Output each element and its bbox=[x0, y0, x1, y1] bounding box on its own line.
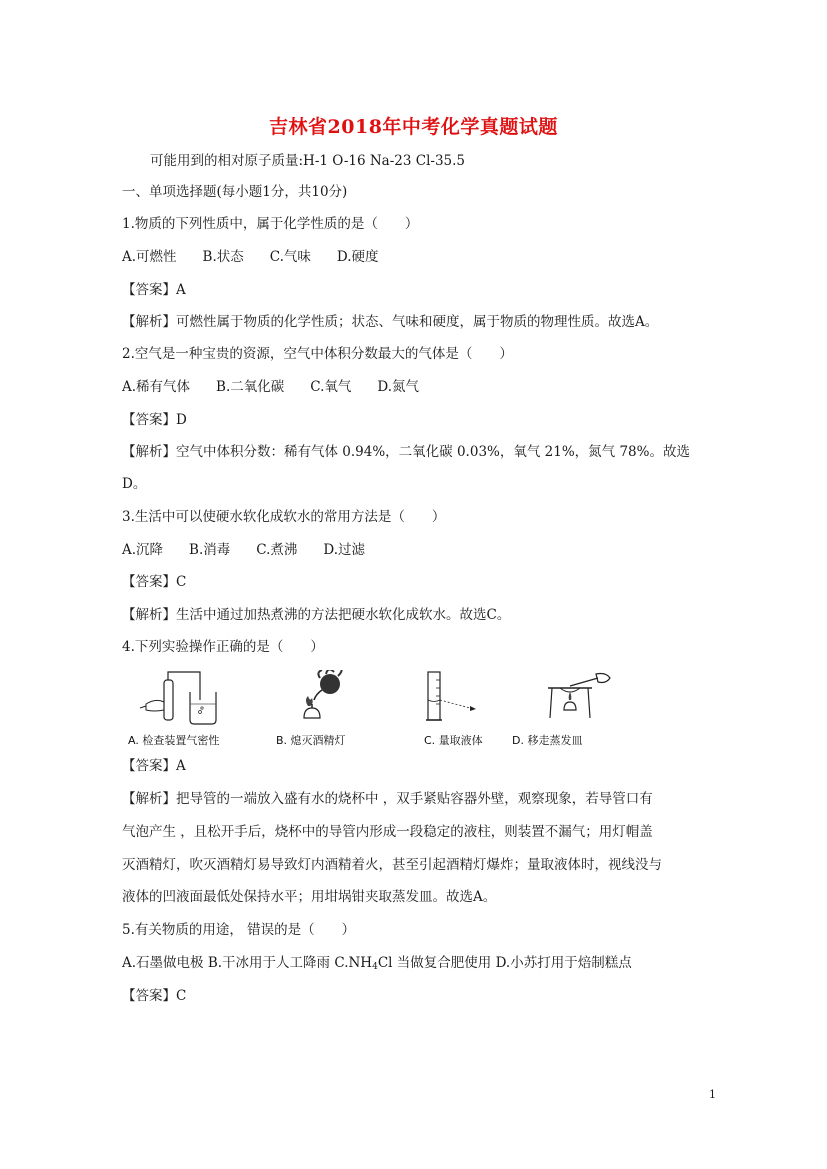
caption-d: D. 移走蒸发皿 bbox=[512, 734, 583, 747]
q1-stem: 1.物质的下列性质中，属于化学性质的是（ ） bbox=[122, 216, 419, 232]
q5-answer: 【答案】C bbox=[122, 988, 187, 1004]
q3-analysis: 【解析】生活中通过加热煮沸的方法把硬水软化成软水。故选C。 bbox=[122, 607, 511, 623]
q5-stem: 5.有关物质的用途， 错误的是（ ） bbox=[122, 922, 356, 938]
q1-option-a: A.可燃性 bbox=[122, 249, 177, 265]
q4-stem: 4.下列实验操作正确的是（ ） bbox=[122, 639, 324, 655]
q5-options bbox=[122, 953, 632, 977]
q1-option-b: B.状态 bbox=[202, 249, 244, 265]
q5-option-a: A.石墨做电极 bbox=[122, 955, 204, 971]
q4-analysis-line3: 灭酒精灯，吹灭酒精灯易导致灯内酒精着火，甚至引起酒精灯爆炸；量取液体时，视线没与 bbox=[122, 857, 662, 873]
figure-evaporating-dish bbox=[542, 670, 622, 732]
figure-airtightness-check bbox=[132, 670, 242, 732]
q3-option-a: A.沉降 bbox=[122, 542, 164, 558]
q2-option-b: B.二氧化碳 bbox=[216, 379, 285, 395]
q1-option-d: D.硬度 bbox=[336, 249, 379, 265]
caption-c: C. 量取液体 bbox=[424, 734, 483, 747]
q4-figures bbox=[122, 670, 622, 750]
section-heading: 一、单项选择题(每小题1分，共10分) bbox=[122, 184, 348, 200]
figure-alcohol-lamp bbox=[290, 670, 360, 732]
q2-stem: 2.空气是一种宝贵的资源，空气中体积分数最大的气体是（ ） bbox=[122, 346, 513, 362]
q4-analysis-line1: 【解析】把导管的一端放入盛有水的烧杯中 ，双手紧贴容器外壁，观察现象，若导管口有 bbox=[122, 791, 653, 807]
q2-option-a: A.稀有气体 bbox=[122, 379, 191, 395]
q2-answer: 【答案】D bbox=[122, 412, 187, 428]
q2-options bbox=[122, 377, 419, 397]
page-number: 1 bbox=[709, 1088, 716, 1101]
q3-options bbox=[122, 540, 365, 560]
q5-option-b: B.干冰用于人工降雨 bbox=[207, 955, 331, 971]
q3-option-d: D.过滤 bbox=[323, 542, 366, 558]
q2-option-d: D.氮气 bbox=[377, 379, 420, 395]
q3-option-b: B.消毒 bbox=[189, 542, 231, 558]
caption-b: B. 熄灭酒精灯 bbox=[276, 734, 346, 747]
caption-a: A. 检查装置气密性 bbox=[128, 734, 220, 747]
figure-measuring-cylinder bbox=[418, 670, 488, 732]
q4-answer: 【答案】A bbox=[122, 758, 186, 774]
q1-options bbox=[122, 247, 379, 267]
q2-analysis-line1: 【解析】空气中体积分数：稀有气体 0.94%，二氧化碳 0.03%，氧气 21%，氮气 78%。故选 bbox=[122, 444, 690, 460]
q1-answer: 【答案】A bbox=[122, 282, 186, 298]
q4-analysis-line2: 气泡产生 ，且松开手后，烧杯中的导管内形成一段稳定的液柱，则装置不漏气；用灯帽盖 bbox=[122, 824, 653, 840]
q4-analysis-line4: 液体的凹液面最低处保持水平；用坩埚钳夹取蒸发皿。故选A。 bbox=[122, 889, 497, 905]
q1-analysis: 【解析】可燃性属于物质的化学性质；状态、气味和硬度，属于物质的物理性质。故选A。 bbox=[122, 314, 659, 330]
q3-stem: 3.生活中可以使硬水软化成软水的常用方法是（ ） bbox=[122, 509, 446, 525]
atomic-mass-note: 可能用到的相对原子质量:H-1 O-16 Na-23 Cl-35.5 bbox=[150, 153, 466, 169]
q2-option-c: C.氧气 bbox=[310, 379, 352, 395]
q3-option-c: C.煮沸 bbox=[256, 542, 298, 558]
q1-option-c: C.气味 bbox=[269, 249, 311, 265]
page-title: 吉林省2018年中考化学真题试题 bbox=[269, 116, 558, 138]
q3-answer: 【答案】C bbox=[122, 574, 187, 590]
q2-analysis-line2: D。 bbox=[122, 476, 147, 492]
q5-option-d: D.小苏打用于焙制糕点 bbox=[495, 955, 632, 971]
q5-option-c: $C.NH_4Cl$ 当做复合肥使用 bbox=[334, 955, 492, 972]
